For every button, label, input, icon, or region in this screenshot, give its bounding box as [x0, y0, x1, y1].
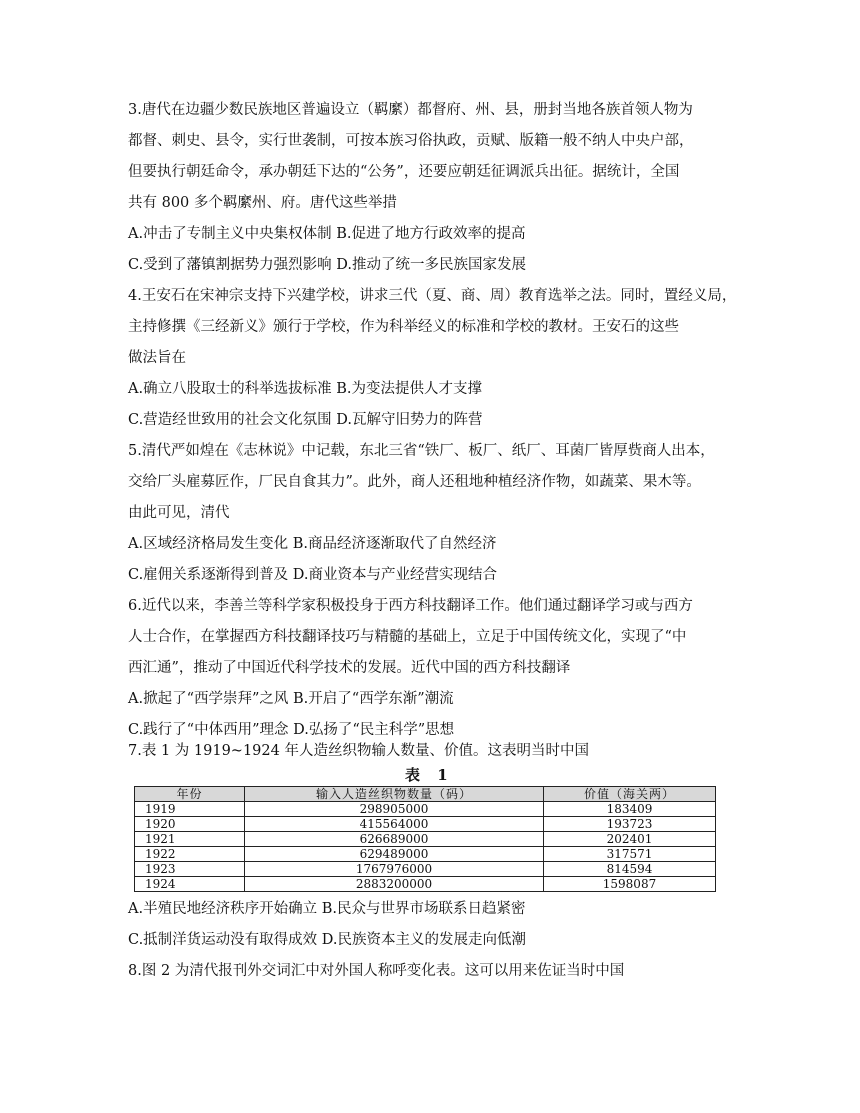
cell-value: 814594: [544, 862, 716, 877]
table-row: [135, 847, 716, 862]
q6-text-line-3: 西汇通”，推动了中国近代科学技术的发展。近代中国的西方科技翻译: [128, 660, 571, 676]
q4-option-ab: A.确立八股取士的科举选拔标准 B.为变法提供人才支撑: [128, 381, 482, 397]
cell-value: 1598087: [544, 877, 716, 892]
q4-text-line-1: 4.王安石在宋神宗支持下兴建学校，讲求三代（夏、商、周）教育选举之法。同时，置经义局，: [128, 288, 737, 304]
q5-option-cd: C.雇佣关系逐渐得到普及 D.商业资本与产业经营实现结合: [128, 567, 498, 583]
cell-year: 1924: [135, 877, 245, 892]
q7-option-ab: A.半殖民地经济秩序开始确立 B.民众与世界市场联系日趋紧密: [128, 901, 526, 917]
cell-year: 1919: [135, 802, 245, 817]
cell-quantity: 629489000: [245, 847, 544, 862]
cell-quantity: 1767976000: [245, 862, 544, 877]
q6-text-line-2: 人士合作，在掌握西方科技翻译技巧与精髓的基础上，立足于中国传统文化，实现了“中: [128, 629, 687, 645]
q5-text-line-2: 交给厂头雇募匠作，厂民自食其力”。此外，商人还租地种植经济作物，如蔬菜、果木等。: [128, 474, 701, 490]
cell-value: 183409: [544, 802, 716, 817]
table-row: [135, 817, 716, 832]
q8-text-line-1: 8.图 2 为清代报刊外交词汇中对外国人称呼变化表。这可以用来佐证当时中国: [128, 963, 625, 979]
q4-text-line-2: 主持修撰《三经新义》颁行于学校，作为科举经义的标准和学校的教材。王安石的这些: [128, 319, 679, 335]
cell-year: 1923: [135, 862, 245, 877]
cell-value: 193723: [544, 817, 716, 832]
header-value: 价值（海关两）: [544, 787, 716, 802]
q6-option-ab: A.掀起了“西学崇拜”之风 B.开启了“西学东渐”潮流: [128, 691, 454, 707]
cell-quantity: 2883200000: [245, 877, 544, 892]
q4-text-line-3: 做法旨在: [128, 350, 186, 366]
table-row: [135, 832, 716, 847]
q5-text-line-3: 由此可见，清代: [128, 505, 230, 521]
q3-option-cd: C.受到了藩镇割据势力强烈影响 D.推动了统一多民族国家发展: [128, 257, 527, 273]
q6-text-line-1: 6.近代以来，李善兰等科学家积极投身于西方科技翻译工作。他们通过翻译学习或与西方: [128, 598, 693, 614]
header-year: 年份: [135, 787, 245, 802]
header-quantity: 输入人造丝织物数量（码）: [245, 787, 544, 802]
q3-text-line-3: 但要执行朝廷命令，承办朝廷下达的“公务”，还要应朝廷征调派兵出征。据统计，全国: [128, 164, 680, 180]
table-row: [135, 862, 716, 877]
table-row: [135, 877, 716, 892]
q3-text-line-1: 3.唐代在边疆少数民族地区普遍设立（羁縻）都督府、州、县，册封当地各族首领人物为: [128, 102, 693, 118]
table-1: [134, 786, 716, 892]
q3-text-line-4: 共有 800 多个羁縻州、府。唐代这些举措: [128, 195, 397, 211]
cell-value: 202401: [544, 832, 716, 847]
q3-option-ab: A.冲击了专制主义中央集权体制 B.促进了地方行政效率的提高: [128, 226, 526, 242]
q7-option-cd: C.抵制洋货运动没有取得成效 D.民族资本主义的发展走向低潮: [128, 932, 527, 948]
table-header-row: [135, 787, 716, 802]
cell-value: 317571: [544, 847, 716, 862]
cell-year: 1921: [135, 832, 245, 847]
cell-year: 1922: [135, 847, 245, 862]
cell-quantity: 298905000: [245, 802, 544, 817]
q7-text-line-1: 7.表 1 为 1919~1924 年人造丝织物输人数量、价值。这表明当时中国: [128, 743, 589, 759]
cell-quantity: 626689000: [245, 832, 544, 847]
q5-text-line-1: 5.清代严如煌在《志林说》中记载，东北三省“铁厂、板厂、纸厂、耳菌厂皆厚赀商人出本，: [128, 443, 715, 459]
q4-option-cd: C.营造经世致用的社会文化氛围 D.瓦解守旧势力的阵营: [128, 412, 483, 428]
table-1-title: 表 1: [405, 766, 454, 784]
cell-quantity: 415564000: [245, 817, 544, 832]
q5-option-ab: A.区域经济格局发生变化 B.商品经济逐渐取代了自然经济: [128, 536, 497, 552]
cell-year: 1920: [135, 817, 245, 832]
q3-text-line-2: 都督、刺史、县令，实行世袭制，可按本族习俗执政，贡赋、版籍一般不纳人中央户部，: [128, 133, 694, 149]
q6-option-cd: C.践行了“中体西用”理念 D.弘扬了“民主科学”思想: [128, 722, 455, 738]
table-row: [135, 802, 716, 817]
